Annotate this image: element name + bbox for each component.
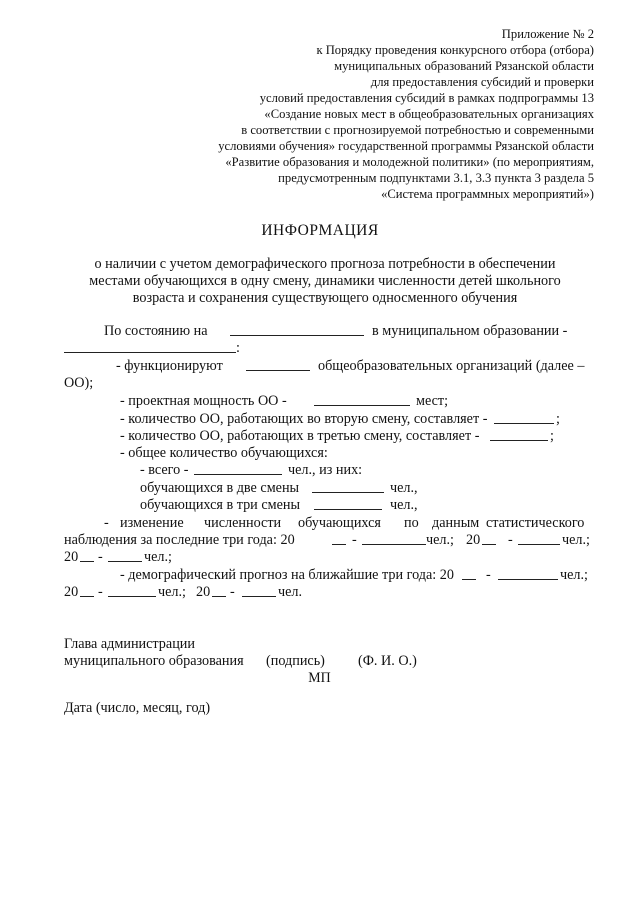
subtitle-line: возраста и сохранения существующего односменного обучения: [132, 290, 518, 306]
count-blank[interactable]: [108, 549, 142, 562]
total-blank[interactable]: [194, 462, 282, 475]
semicolon: ;: [550, 428, 554, 444]
change-word: данным: [432, 515, 480, 531]
dash: -: [486, 567, 491, 583]
year-blank[interactable]: [80, 584, 94, 597]
count-blank[interactable]: [108, 584, 156, 597]
year-blank[interactable]: [212, 584, 226, 597]
dash: -: [98, 584, 103, 600]
dash: -: [230, 584, 235, 600]
header-line: в соответствии с прогнозируемой потребностью и современными: [241, 123, 594, 137]
header-line: к Порядку проведения конкурсного отбора (отбора): [316, 43, 594, 57]
change-word: изменение: [120, 515, 184, 531]
municipal-formation: муниципального образования: [64, 653, 244, 669]
signature-label: (подпись): [266, 653, 325, 669]
year-blank[interactable]: [482, 532, 496, 545]
count-blank[interactable]: [518, 532, 560, 545]
year-prefix: 20: [64, 584, 79, 600]
change-word: численности: [204, 515, 282, 531]
third-shift-label: - количество ОО, работающих в третью смену, составляет -: [120, 428, 480, 444]
second-shift-label: - количество ОО, работающих во вторую смену, составляет -: [120, 411, 488, 427]
dash: -: [352, 532, 357, 548]
oo-label: ОО);: [64, 375, 94, 391]
year-blank[interactable]: [332, 532, 346, 545]
header-line: «Развитие образования и молодежной политики» (по мероприятиям,: [225, 155, 594, 169]
header-line: «Система программных мероприятий»): [381, 187, 594, 201]
count-blank[interactable]: [362, 532, 426, 545]
year-prefix: 20: [196, 584, 211, 600]
ppl-label: чел.;: [144, 549, 173, 565]
ppl-label: чел.,: [390, 497, 418, 513]
capacity-label: - проектная мощность ОО -: [120, 393, 287, 409]
header-line: для предоставления субсидий и проверки: [370, 75, 594, 89]
ppl-label: чел.: [278, 584, 303, 600]
dash: -: [98, 549, 103, 565]
ppl-label: чел.;: [562, 532, 591, 548]
places-label: мест;: [416, 393, 449, 409]
semicolon: ;: [556, 411, 560, 427]
ppl-label: чел.;: [426, 532, 455, 548]
count-blank[interactable]: [498, 567, 558, 580]
fio-label: (Ф. И. О.): [358, 653, 417, 669]
year-prefix: 20: [466, 532, 481, 548]
header-line: условий предоставления субсидий в рамках подпрограммы 13: [259, 91, 594, 105]
two-shifts-label: обучающихся в две смены: [140, 480, 300, 496]
change-word: -: [104, 515, 109, 531]
date-label: Дата (число, месяц, год): [64, 700, 211, 716]
year-blank[interactable]: [80, 549, 94, 562]
header-line: «Создание новых мест в общеобразовательных организациях: [264, 107, 594, 121]
demo-forecast-label: - демографический прогноз на ближайшие три года: 20: [120, 567, 454, 583]
ppl-label: чел.;: [158, 584, 187, 600]
total-label: - всего -: [140, 462, 189, 478]
second-shift-blank[interactable]: [494, 411, 554, 424]
municipality-blank[interactable]: [64, 340, 236, 353]
two-shifts-blank[interactable]: [312, 480, 384, 493]
header-line: муниципальных образований Рязанской области: [334, 59, 594, 73]
subtitle-line: о наличии с учетом демографического прогноза потребности в обеспечении: [94, 256, 556, 272]
ppl-label: чел.,: [390, 480, 418, 496]
ppl-label: чел.;: [560, 567, 589, 583]
stamp-label: МП: [308, 670, 331, 686]
colon: :: [236, 340, 240, 356]
count-blank[interactable]: [242, 584, 276, 597]
year-prefix: 20: [64, 549, 79, 565]
date-blank[interactable]: [230, 323, 364, 336]
header-line: условиями обучения» государственной программы Рязанской области: [218, 139, 594, 153]
three-shifts-blank[interactable]: [314, 497, 382, 510]
third-shift-blank[interactable]: [490, 428, 548, 441]
change-word: статистического: [486, 515, 585, 531]
document-title: ИНФОРМАЦИЯ: [261, 222, 379, 239]
functioning-label: - функционируют: [116, 358, 223, 374]
of-them-label: чел., из них:: [288, 462, 363, 478]
year-blank[interactable]: [462, 567, 476, 580]
header-line: Приложение № 2: [501, 27, 594, 41]
total-students-label: - общее количество обучающихся:: [120, 445, 328, 461]
change-word: по: [404, 515, 419, 531]
orgs-count-blank[interactable]: [246, 358, 310, 371]
change-word: обучающихся: [298, 515, 381, 531]
as-of-label: По состоянию на: [104, 323, 208, 339]
head-title: Глава администрации: [64, 636, 195, 652]
municipal-label: в муниципальном образовании -: [372, 323, 568, 339]
observation-label: наблюдения за последние три года: 20: [64, 532, 295, 548]
three-shifts-label: обучающихся в три смены: [140, 497, 301, 513]
subtitle-line: местами обучающихся в одну смену, динамики численности детей школьного: [89, 273, 561, 289]
capacity-blank[interactable]: [314, 393, 410, 406]
dash: -: [508, 532, 513, 548]
header-line: предусмотренным подпунктами 3.1, 3.3 пункта 3 раздела 5: [278, 171, 594, 185]
gen-orgs-label: общеобразовательных организаций (далее –: [318, 358, 585, 374]
